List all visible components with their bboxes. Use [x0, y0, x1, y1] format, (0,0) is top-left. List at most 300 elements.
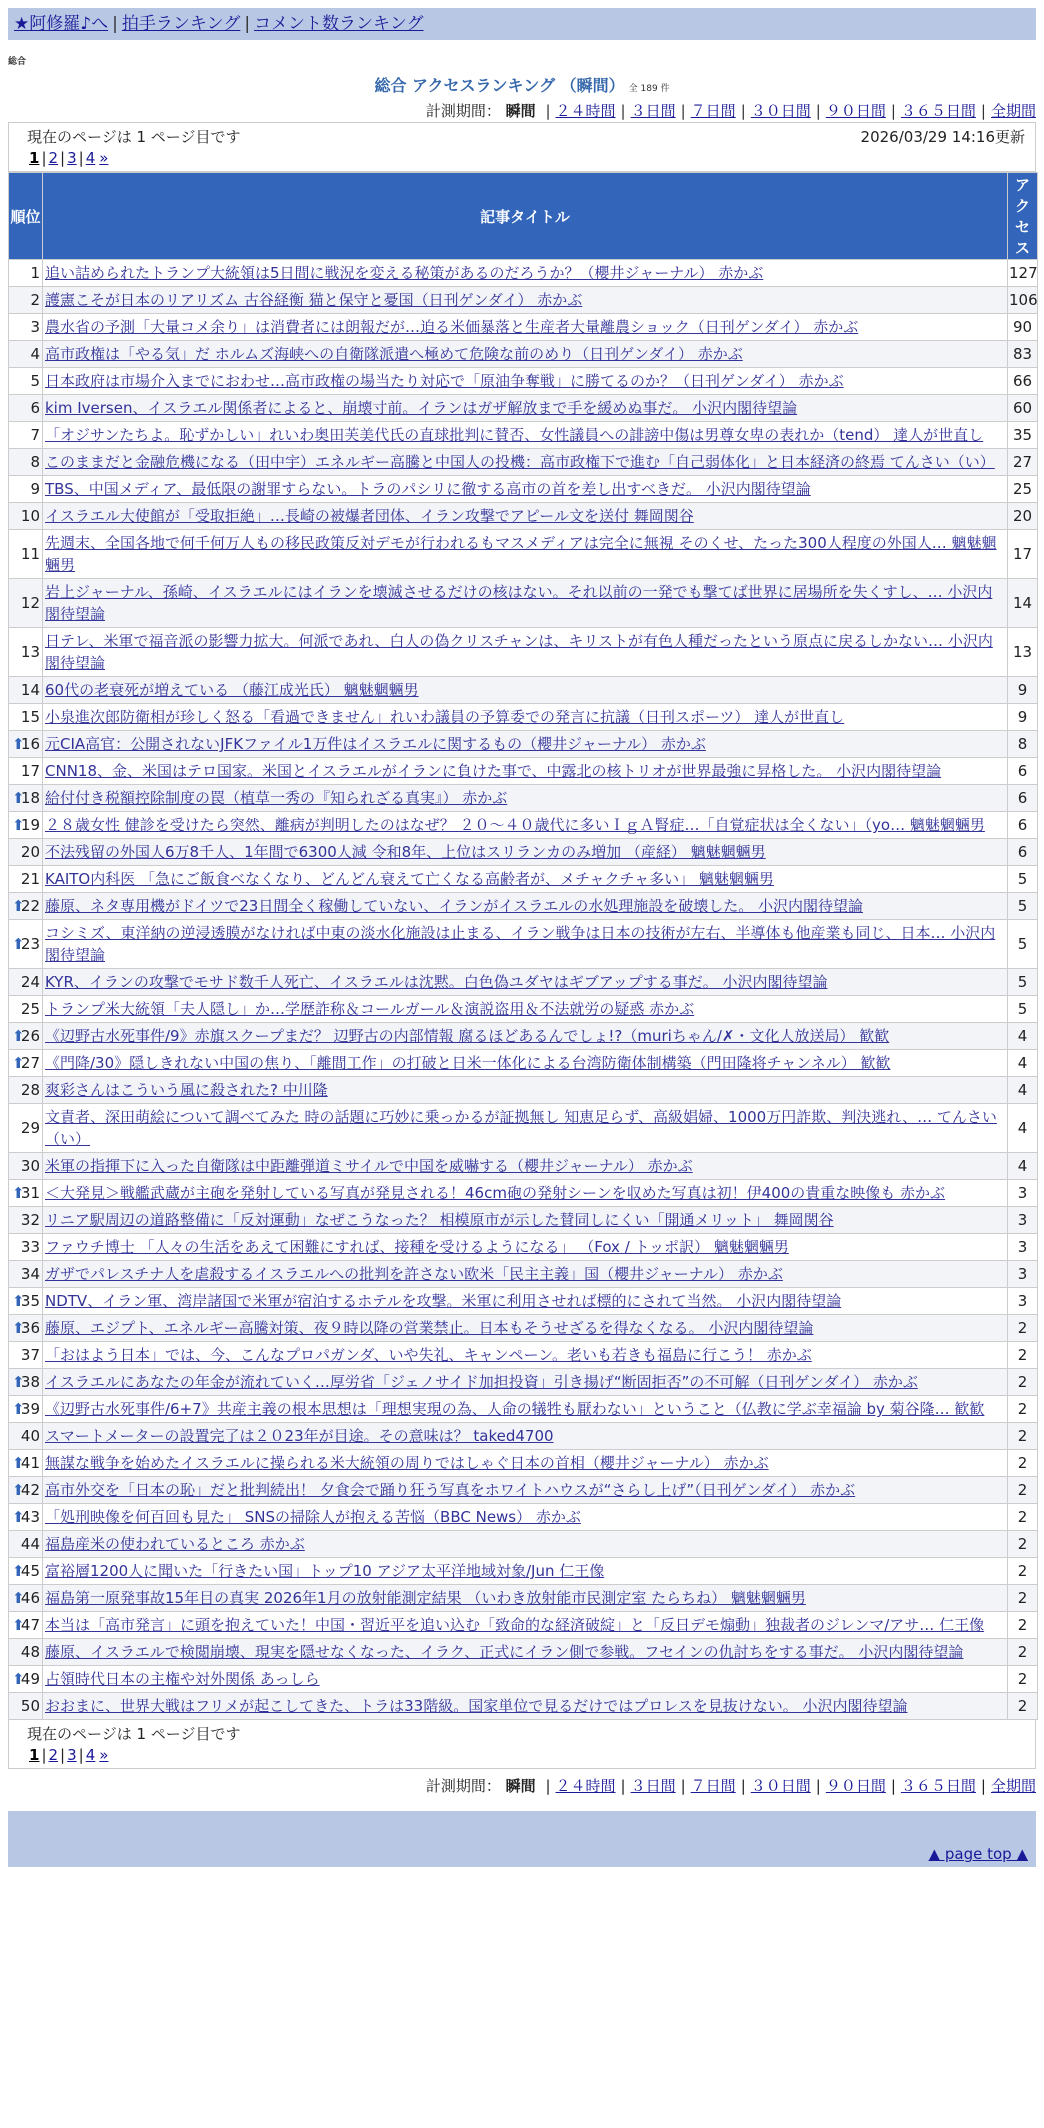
access-count: 17: [1008, 530, 1038, 579]
access-count: 9: [1008, 677, 1038, 704]
access-count: 66: [1008, 368, 1038, 395]
article-link[interactable]: トランプ米大統領「夫人隠し」か…学歴詐称＆コールガール＆演説盗用＆不法就労の疑惑 赤かぶ: [45, 1000, 695, 1018]
title-cell: [43, 1207, 1008, 1234]
table-row: [9, 1342, 1038, 1369]
pager-link[interactable]: 1: [29, 149, 40, 167]
rank-number: 18: [20, 789, 40, 807]
pager: [27, 147, 1025, 169]
period-link[interactable]: ７日間: [690, 102, 736, 120]
pager-link[interactable]: 2: [48, 1746, 59, 1764]
article-link[interactable]: 爽彩さんはこういう風に殺された? 中川隆: [45, 1081, 328, 1099]
title-cell: [43, 920, 1008, 969]
rank-cell: [9, 704, 43, 731]
period-links: [540, 102, 1036, 120]
pager-separator: |: [78, 1746, 84, 1764]
page-top-link[interactable]: ▲ page top ▲: [928, 1845, 1028, 1863]
article-link[interactable]: ２８歳女性 健診を受けたら突然、離病が判明したのはなぜ？ ２０～４０歳代に多いＩｇＡ腎症…「自覚症状は全くない」（yo… 魑魅魍魎男: [45, 816, 985, 834]
table-row: [9, 579, 1038, 628]
access-count: 5: [1008, 969, 1038, 996]
up-arrow-icon: ⬆: [12, 789, 25, 807]
access-count: 2: [1008, 1612, 1038, 1639]
access-count: 106: [1008, 287, 1038, 314]
period-separator: |: [680, 102, 686, 120]
rank-number: 25: [20, 1000, 40, 1018]
article-link[interactable]: 「処刑映像を何百回も見た」 SNSの掃除人が抱える苦悩（BBC News） 赤かぶ: [45, 1508, 581, 1526]
title-cell: [43, 1023, 1008, 1050]
access-count: 5: [1008, 866, 1038, 893]
access-count: 4: [1008, 1153, 1038, 1180]
access-count: 2: [1008, 1666, 1038, 1693]
period-link[interactable]: ２４時間: [555, 102, 616, 120]
rank-cell: [9, 893, 43, 920]
table-row: [9, 1288, 1038, 1315]
rank-cell: [9, 969, 43, 996]
rank-cell: [9, 731, 43, 758]
article-link[interactable]: 《門降/30》隠しきれない中国の焦り、「離間工作」の打破と日米一体化による台湾防衛体制構築（門田隆将チャンネル） 歓歓: [45, 1054, 891, 1072]
rank-cell: [9, 422, 43, 449]
pager-separator: |: [41, 1746, 47, 1764]
title-cell: [43, 969, 1008, 996]
title-cell: [43, 1639, 1008, 1666]
table-row: [9, 1315, 1038, 1342]
table-row: [9, 996, 1038, 1023]
ranking-table: [8, 172, 1038, 1720]
header-title: 記事タイトル: [43, 173, 1008, 260]
access-count: 60: [1008, 395, 1038, 422]
title-cell: [43, 530, 1008, 579]
table-row: [9, 1531, 1038, 1558]
rank-number: 21: [20, 870, 40, 888]
access-count: 6: [1008, 785, 1038, 812]
title-cell: [43, 422, 1008, 449]
table-row: [9, 1612, 1038, 1639]
period-separator: |: [890, 102, 896, 120]
rank-cell: [9, 1585, 43, 1612]
rank-cell: [9, 1666, 43, 1693]
rank-cell: [9, 1207, 43, 1234]
rank-number: 50: [20, 1697, 40, 1715]
article-link[interactable]: NDTV、イラン軍、湾岸諸国で米軍が宿泊するホテルを攻撃。米軍に利用させれば標的にされて当然。 小沢内閣待望論: [45, 1292, 842, 1310]
period-selector: [8, 100, 1036, 122]
rank-number: 38: [20, 1373, 40, 1391]
table-row: [9, 866, 1038, 893]
article-link[interactable]: 農水省の予測「大量コメ余り」は消費者には朗報だが…迫る米価暴落と生産者大量離農ショック（日刊ゲンダイ） 赤かぶ: [45, 318, 859, 336]
rank-number: 3: [30, 318, 40, 336]
article-link[interactable]: ガザでパレスチナ人を虐殺するイスラエルへの批判を許さない欧米「民主主義」国（櫻井ジャーナル） 赤かぶ: [45, 1265, 783, 1283]
period-link[interactable]: ７日間: [690, 1777, 736, 1795]
period-link[interactable]: ３０日間: [750, 102, 811, 120]
article-link[interactable]: 給付付き税額控除制度の罠（植草一秀の『知られざる真実』） 赤かぶ: [45, 789, 508, 807]
rank-number: 26: [20, 1027, 40, 1045]
top-nav-link-comment-ranking[interactable]: コメント数ランキング: [254, 14, 424, 34]
rank-number: 2: [30, 291, 40, 309]
title-cell: [43, 260, 1008, 287]
table-row: [9, 920, 1038, 969]
access-count: 2: [1008, 1450, 1038, 1477]
access-count: 20: [1008, 503, 1038, 530]
period-separator: |: [680, 1777, 686, 1795]
period-separator: |: [980, 102, 986, 120]
article-link[interactable]: 福島第一原発事故15年目の真実 2026年1月の放射能測定結果 （いわき放射能市民測定室 たらちね） 魑魅魍魎男: [45, 1589, 806, 1607]
table-row: [9, 395, 1038, 422]
article-link[interactable]: 文責者、深田萌絵について調べてみた 時の話題に巧妙に乗っかるが証拠無し 知恵足らず、高級娼婦、1000万円詐欺、判決逃れ、… てんさい（い）: [45, 1108, 997, 1148]
article-link[interactable]: 日テレ、米軍で福音派の影響力拡大。何派であれ、白人の偽クリスチャンは、キリストが有色人種だったという原点に戻るしかない… 小沢内閣待望論: [45, 632, 993, 672]
rank-number: 15: [20, 708, 40, 726]
period-current-bottom: 瞬間: [505, 1777, 536, 1795]
rank-cell: [9, 677, 43, 704]
period-separator: |: [815, 102, 821, 120]
rank-cell: [9, 628, 43, 677]
article-link[interactable]: 追い詰められたトランプ大統領は5日間に戦況を変える秘策があるのだろうか？（櫻井ジャーナル） 赤かぶ: [45, 264, 764, 282]
up-arrow-icon: ⬆: [12, 1184, 25, 1202]
page-title-text: 総合 アクセスランキング （瞬間）: [374, 76, 625, 95]
pagination-box-top: [8, 122, 1036, 172]
rank-cell: [9, 1288, 43, 1315]
rank-cell: [9, 395, 43, 422]
rank-number: 6: [30, 399, 40, 417]
access-count: 2: [1008, 1639, 1038, 1666]
article-link[interactable]: 先週末、全国各地で何千何万人もの移民政策反対デモが行われるもマスメディアは完全に無視 そのくせ、たった300人程度の外国人… 魑魅魍魎男: [45, 534, 997, 574]
up-arrow-icon: ⬆: [12, 935, 25, 953]
article-link[interactable]: 《辺野古水死事件/6+7》共産主義の根本思想は「理想実現の為、人命の犠牲も厭わない」ということ（仏教に学ぶ幸福論 by 菊谷隆… 歓歓: [45, 1400, 985, 1418]
access-count: 2: [1008, 1315, 1038, 1342]
access-count: 5: [1008, 920, 1038, 969]
rank-cell: [9, 1315, 43, 1342]
total-count: 全 189 件: [628, 84, 670, 94]
title-cell: [43, 314, 1008, 341]
rank-number: 33: [20, 1238, 40, 1256]
rank-cell: [9, 1423, 43, 1450]
article-link[interactable]: 本当は「高市発言」に頭を抱えていた！中国・習近平を追い込む「致命的な経済破綻」と「反日デモ煽動」独裁者のジレンマ/アサ… 仁王像: [45, 1616, 985, 1634]
rank-number: 45: [20, 1562, 40, 1580]
rank-cell: [9, 1558, 43, 1585]
rank-cell: [9, 1104, 43, 1153]
rank-cell: [9, 1369, 43, 1396]
rank-cell: [9, 1531, 43, 1558]
access-count: 3: [1008, 1180, 1038, 1207]
article-link[interactable]: イスラエル大使館が「受取拒絶」…長崎の被爆者団体、イラン攻撃でアピール文を送付 舞岡関谷: [45, 507, 694, 525]
pager-link[interactable]: 1: [29, 1746, 40, 1764]
title-cell: [43, 1050, 1008, 1077]
page-title: [8, 73, 1036, 96]
access-count: 2: [1008, 1585, 1038, 1612]
up-arrow-icon: ⬆: [12, 897, 25, 915]
access-count: 6: [1008, 812, 1038, 839]
article-link[interactable]: TBS、中国メディア、最低限の謝罪すらない。トラのパシリに徹する高市の首を差し出すべきだ。 小沢内閣待望論: [45, 480, 811, 498]
article-link[interactable]: KYR、イランの攻撃でモサド数千人死亡、イスラエルは沈黙。白色偽ユダヤはギブアップする事だ。 小沢内閣待望論: [45, 973, 828, 991]
rank-number: 16: [20, 735, 40, 753]
title-cell: [43, 476, 1008, 503]
up-arrow-icon: ⬆: [12, 1319, 25, 1337]
access-count: 2: [1008, 1369, 1038, 1396]
table-row: [9, 1558, 1038, 1585]
period-separator: |: [545, 102, 551, 120]
rank-cell: [9, 1023, 43, 1050]
period-separator: |: [740, 102, 746, 120]
title-cell: [43, 395, 1008, 422]
rank-cell: [9, 476, 43, 503]
article-link[interactable]: このままだと金融危機になる（田中宇）エネルギー高騰と中国人の投機：高市政権下で進む「自己弱体化」と日本経済の終焉 てんさい（い）: [45, 453, 995, 471]
article-link[interactable]: 富裕層1200人に聞いた「行きたい国」トップ10 アジア太平洋地域対象/Jun 仁王像: [45, 1562, 605, 1580]
article-link[interactable]: 「オジサンたちよ。恥ずかしい」れいわ奥田芙美代氏の直球批判に賛否、女性議員への誹謗中傷は男尊女卑の表れか（tend） 達人が世直し: [45, 426, 984, 444]
pager-link[interactable]: 3: [67, 149, 77, 167]
pagination-box-bottom: [8, 1720, 1036, 1769]
rank-cell: [9, 341, 43, 368]
article-link[interactable]: リニア駅周辺の道路整備に「反対運動」なぜこうなった？ 相模原市が示した賛同しにくい「開通メリット」 舞岡関谷: [45, 1211, 834, 1229]
period-link[interactable]: 全期間: [990, 1777, 1036, 1795]
rank-cell: [9, 1050, 43, 1077]
rank-cell: [9, 920, 43, 969]
title-cell: [43, 731, 1008, 758]
article-link[interactable]: 小泉進次郎防衛相が珍しく怒る「看過できません」れいわ議員の予算委での発言に抗議（日刊スポーツ） 達人が世直し: [45, 708, 845, 726]
access-count: 5: [1008, 996, 1038, 1023]
period-separator: |: [545, 1777, 551, 1795]
rank-cell: [9, 1077, 43, 1104]
rank-number: 8: [30, 453, 40, 471]
up-arrow-icon: ⬆: [12, 1373, 25, 1391]
article-link[interactable]: コシミズ、東洋納の逆浸透膜がなければ中東の淡水化施設は止まる、イラン戦争は日本の技術が左右、半導体も他産業も同じ、日本… 小沢内閣待望論: [45, 924, 996, 964]
article-link[interactable]: 占領時代日本の主権や対外関係 あっしら: [45, 1670, 320, 1688]
up-arrow-icon: ⬆: [12, 1027, 25, 1045]
title-cell: [43, 579, 1008, 628]
rank-number: 47: [20, 1616, 40, 1634]
access-count: 6: [1008, 758, 1038, 785]
up-arrow-icon: ⬆: [12, 1616, 25, 1634]
rank-number: 39: [20, 1400, 40, 1418]
rank-number: 44: [20, 1535, 40, 1553]
up-arrow-icon: ⬆: [12, 735, 25, 753]
table-row: [9, 812, 1038, 839]
pager-link[interactable]: 3: [67, 1746, 77, 1764]
article-link[interactable]: 藤原、ネタ専用機がドイツで23日間全く稼働していない、イランがイスラエルの水処理施設を破壊した。 小沢内閣待望論: [45, 897, 863, 915]
rank-number: 35: [20, 1292, 40, 1310]
period-link[interactable]: ９０日間: [825, 102, 886, 120]
title-cell: [43, 1396, 1008, 1423]
header-rank: 順位: [9, 173, 43, 260]
title-cell: [43, 1315, 1008, 1342]
table-row: [9, 314, 1038, 341]
article-link[interactable]: ファウチ博士 「人々の生活をあえて困難にすれば、接種を受けるようになる」 （Fox / トッポ訳） 魑魅魍魎男: [45, 1238, 789, 1256]
title-cell: [43, 287, 1008, 314]
rank-number: 11: [20, 545, 40, 563]
rank-number: 1: [30, 264, 40, 282]
access-count: 27: [1008, 449, 1038, 476]
table-row: [9, 785, 1038, 812]
rank-cell: [9, 260, 43, 287]
rank-number: 24: [20, 973, 40, 991]
table-row: [9, 422, 1038, 449]
pager-link[interactable]: 4: [85, 1746, 96, 1764]
top-nav-link-home[interactable]: ★阿修羅♪へ: [14, 14, 109, 34]
table-row: [9, 1369, 1038, 1396]
rank-number: 29: [20, 1119, 40, 1137]
article-link[interactable]: 岩上ジャーナル、孫崎、イスラエルにはイランを壊滅させるだけの核はない。それ以前の一発でも撃てば世界に居場所を失くすし、… 小沢内閣待望論: [45, 583, 993, 623]
rank-number: 30: [20, 1157, 40, 1175]
rank-number: 13: [20, 643, 40, 661]
article-link[interactable]: イスラエルにあなたの年金が流れていく…厚労省「ジェノサイド加担投資」引き揚げ“断固拒否”の不可解（日刊ゲンダイ） 赤かぶ: [45, 1373, 918, 1391]
pager-link[interactable]: 4: [85, 149, 96, 167]
article-link[interactable]: 福島産米の使われているところ 赤かぶ: [45, 1535, 305, 1553]
rank-number: 37: [20, 1346, 40, 1364]
table-row: [9, 893, 1038, 920]
pager-separator: |: [41, 149, 47, 167]
rank-number: 19: [20, 816, 40, 834]
access-count: 83: [1008, 341, 1038, 368]
article-link[interactable]: ＜大発見＞戦艦武蔵が主砲を発射している写真が発見される！46cm砲の発射シーンを収めた写真は初！伊400の貴重な映像も 赤かぶ: [45, 1184, 946, 1202]
table-row: [9, 1023, 1038, 1050]
article-link[interactable]: 元CIA高官：公開されないJFKファイル1万件はイスラエルに関するもの（櫻井ジャーナル） 赤かぶ: [45, 735, 706, 753]
rank-number: 9: [30, 480, 40, 498]
access-count: 4: [1008, 1023, 1038, 1050]
rank-cell: [9, 530, 43, 579]
period-link[interactable]: ９０日間: [825, 1777, 886, 1795]
article-link[interactable]: スマートメーターの設置完了は２０23年が目途。その意味は？ taked4700: [45, 1427, 554, 1445]
article-link[interactable]: 「おはよう日本」では、今、こんなプロパガンダ、いや失礼、キャンペーン。老いも若きも福島に行こう！ 赤かぶ: [45, 1346, 812, 1364]
up-arrow-icon: ⬆: [12, 1508, 25, 1526]
rank-cell: [9, 1342, 43, 1369]
article-link[interactable]: 護憲こそが日本のリアリズム 古谷経衡 猫と保守と憂国（日刊ゲンダイ） 赤かぶ: [45, 291, 583, 309]
rank-cell: [9, 1234, 43, 1261]
pager-separator: |: [60, 149, 66, 167]
ranking-table-body: [9, 260, 1038, 1720]
article-link[interactable]: 藤原、イスラエルで検閲崩壊、現実を隠せなくなった、イラク、正式にイラン側で参戦。フセインの仇討ちをする事だ。 小沢内閣待望論: [45, 1643, 964, 1661]
title-cell: [43, 341, 1008, 368]
period-separator: |: [620, 1777, 626, 1795]
rank-number: 5: [30, 372, 40, 390]
table-row: [9, 1693, 1038, 1720]
access-count: 3: [1008, 1261, 1038, 1288]
article-link[interactable]: kim Iversen、イスラエル関係者によると、崩壊寸前。イランはガザ解放まで手を緩めぬ事だ。 小沢内閣待望論: [45, 399, 798, 417]
rank-number: 4: [30, 345, 40, 363]
title-cell: [43, 503, 1008, 530]
up-arrow-icon: ⬆: [12, 1481, 25, 1499]
rank-cell: [9, 449, 43, 476]
pager-link[interactable]: 2: [48, 149, 59, 167]
access-count: 2: [1008, 1396, 1038, 1423]
rank-cell: [9, 758, 43, 785]
rank-number: 20: [20, 843, 40, 861]
article-link[interactable]: 60代の老衰死が増えている （藤江成光氏） 魑魅魍魎男: [45, 681, 419, 699]
title-cell: [43, 1504, 1008, 1531]
table-row: [9, 1504, 1038, 1531]
access-count: 90: [1008, 314, 1038, 341]
rank-cell: [9, 1639, 43, 1666]
title-cell: [43, 1666, 1008, 1693]
top-nav-link-clap-ranking[interactable]: 拍手ランキング: [121, 14, 241, 34]
rank-number: 46: [20, 1589, 40, 1607]
table-row: [9, 677, 1038, 704]
rank-cell: [9, 503, 43, 530]
title-cell: [43, 1288, 1008, 1315]
table-header-row: [9, 173, 1038, 260]
table-row: [9, 731, 1038, 758]
category-label: 総合: [8, 57, 27, 67]
article-link[interactable]: 藤原、エジプト、エネルギー高騰対策、夜９時以降の営業禁止。日本もそうせざるを得なくなる。 小沢内閣待望論: [45, 1319, 814, 1337]
table-row: [9, 1423, 1038, 1450]
rank-number: 43: [20, 1508, 40, 1526]
access-count: 2: [1008, 1693, 1038, 1720]
access-count: 3: [1008, 1234, 1038, 1261]
period-link[interactable]: ３日間: [630, 1777, 676, 1795]
period-link[interactable]: ３６５日間: [900, 1777, 976, 1795]
access-count: 35: [1008, 422, 1038, 449]
article-link[interactable]: 不法残留の外国人6万8千人、1年間で6300人減 令和8年、上位はスリランカのみ増加 （産経） 魑魅魍魎男: [45, 843, 766, 861]
article-link[interactable]: CNN18、金、米国はテロ国家。米国とイスラエルがイランに負けた事で、中露北の核トリオが世界最強に昇格した。 小沢内閣待望論: [45, 762, 942, 780]
period-link[interactable]: ２４時間: [555, 1777, 616, 1795]
title-cell: [43, 1585, 1008, 1612]
rank-number: 49: [20, 1670, 40, 1688]
up-arrow-icon: ⬆: [12, 816, 25, 834]
access-count: 2: [1008, 1342, 1038, 1369]
updated-timestamp: 2026/03/29 14:16更新: [860, 128, 1025, 146]
rank-cell: [9, 1396, 43, 1423]
article-link[interactable]: KAITO内科医 「急にご飯食べなくなり、どんどん衰えて亡くなる高齢者が、メチャクチャ多い」 魑魅魍魎男: [45, 870, 774, 888]
article-link[interactable]: 無謀な戦争を始めたイスラエルに操られる米大統領の周りではしゃぐ日本の首相（櫻井ジャーナル） 赤かぶ: [45, 1454, 769, 1472]
table-row: [9, 1077, 1038, 1104]
rank-number: 22: [20, 897, 40, 915]
table-row: [9, 530, 1038, 579]
article-link[interactable]: 高市外交を「日本の恥」だと批判続出！ 夕食会で踊り狂う写真をホワイトハウスが“さらし上げ”（日刊ゲンダイ） 赤かぶ: [45, 1481, 856, 1499]
period-separator: |: [815, 1777, 821, 1795]
period-link[interactable]: ３０日間: [750, 1777, 811, 1795]
access-count: 6: [1008, 839, 1038, 866]
title-cell: [43, 996, 1008, 1023]
pager-link[interactable]: »: [99, 149, 109, 167]
article-link[interactable]: 日本政府は市場介入までにおわせ…高市政権の場当たり対応で「原油争奪戦」に勝てるのか？（日刊ゲンダイ） 赤かぶ: [45, 372, 844, 390]
up-arrow-icon: ⬆: [12, 1670, 25, 1688]
title-cell: [43, 704, 1008, 731]
pager-link[interactable]: »: [99, 1746, 109, 1764]
period-link[interactable]: 全期間: [990, 102, 1036, 120]
title-cell: [43, 1077, 1008, 1104]
table-row: [9, 1104, 1038, 1153]
table-row: [9, 1207, 1038, 1234]
rank-cell: [9, 579, 43, 628]
period-separator: |: [890, 1777, 896, 1795]
rank-number: 14: [20, 681, 40, 699]
access-count: 3: [1008, 1207, 1038, 1234]
title-cell: [43, 1558, 1008, 1585]
access-count: 2: [1008, 1477, 1038, 1504]
article-link[interactable]: おおまに、世界大戦はフリメが起こしてきた、トラは33階級。国家単位で見るだけではプロレスを見抜けない。 小沢内閣待望論: [45, 1697, 908, 1715]
rank-number: 10: [20, 507, 40, 525]
title-cell: [43, 1450, 1008, 1477]
rank-cell: [9, 314, 43, 341]
article-link[interactable]: 高市政権は「やる気」だ ホルムズ海峡への自衛隊派遣へ極めて危険な前のめり（日刊ゲンダイ） 赤かぶ: [45, 345, 743, 363]
rank-cell: [9, 785, 43, 812]
article-link[interactable]: 米軍の指揮下に入った自衛隊は中距離弾道ミサイルで中国を威嚇する（櫻井ジャーナル） 赤かぶ: [45, 1157, 693, 1175]
current-page-text: 現在のページは 1 ページ目です: [27, 128, 241, 146]
period-link[interactable]: ３６５日間: [900, 102, 976, 120]
header-access: アクセス: [1008, 173, 1038, 260]
period-selector-bottom: [8, 1775, 1036, 1797]
period-label-bottom: 計測期間：: [425, 1777, 501, 1795]
period-link[interactable]: ３日間: [630, 102, 676, 120]
table-row: [9, 1180, 1038, 1207]
article-link[interactable]: 《辺野古水死事件/9》赤旗スクープまだ？ 辺野古の内部情報 腐るほどあるんでしょ!?（muriちゃん/✗・文化人放送局） 歓歓: [45, 1027, 890, 1045]
rank-cell: [9, 1612, 43, 1639]
rank-number: 23: [20, 935, 40, 953]
table-row: [9, 1153, 1038, 1180]
table-row: [9, 1396, 1038, 1423]
up-arrow-icon: ⬆: [12, 1454, 25, 1472]
rank-cell: [9, 812, 43, 839]
title-cell: [43, 1612, 1008, 1639]
title-cell: [43, 812, 1008, 839]
table-row: [9, 1050, 1038, 1077]
period-label: 計測期間：: [425, 102, 501, 120]
rank-cell: [9, 1261, 43, 1288]
